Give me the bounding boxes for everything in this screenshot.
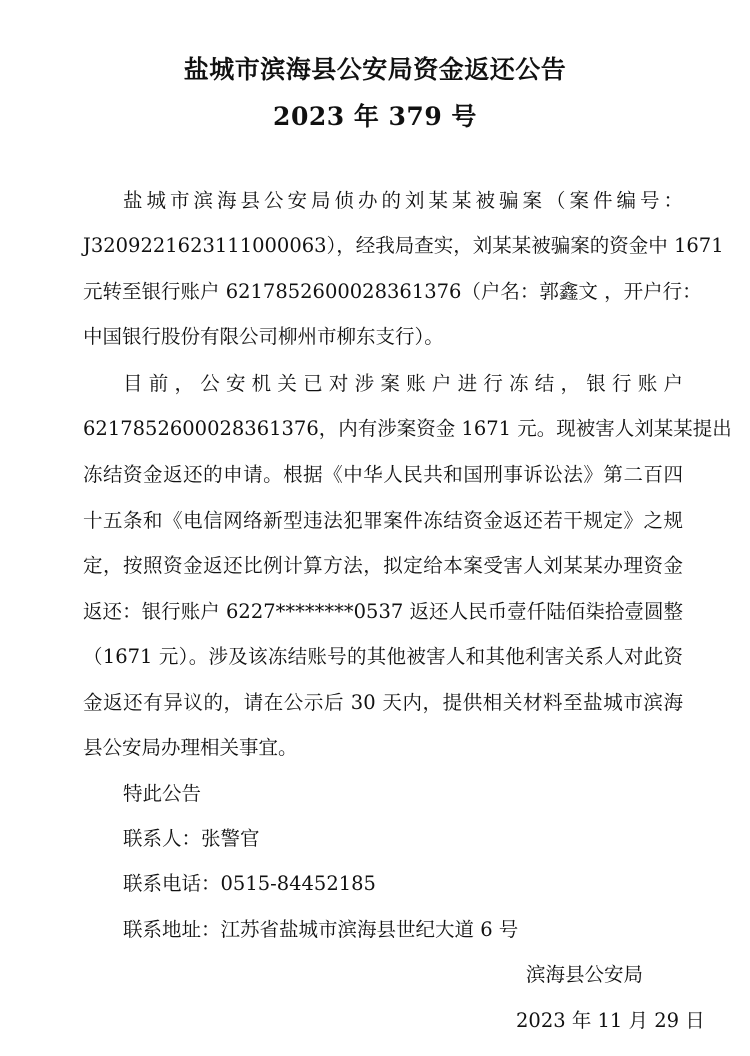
contact-address: 联系地址：江苏省盐城市滨海县世纪大道 6 号 (123, 918, 519, 941)
body-line: （1671 元）。涉及该冻结账号的其他被害人和其他利害关系人对此资 (83, 645, 683, 668)
body-line: 元转至银行账户 6217852600028361376（户名：郭鑫文 ，开户行： (83, 280, 702, 303)
contact-person: 联系人：张警官 (123, 827, 260, 850)
body-line: 中国银行股份有限公司柳州市柳东支行）。 (83, 325, 444, 348)
body-line: 冻结资金返还的申请。根据《中华人民共和国刑事诉讼法》第二百四 (83, 463, 683, 486)
contact-phone: 联系电话：0515-84452185 (123, 872, 376, 895)
issue-date: 2023 年 11 月 29 日 (516, 1009, 705, 1032)
issuing-organization: 滨海县公安局 (526, 963, 644, 986)
notice-number: 2023 年 379 号 (273, 102, 477, 131)
notice-title: 盐城市滨海县公安局资金返还公告 (183, 55, 567, 84)
body-line: 返还：银行账户 6227********0537 返还人民币壹仟陆佰柒拾壹圆整 (83, 600, 683, 623)
body-line: 十五条和《电信网络新型违法犯罪案件冻结资金返还若干规定》之规 (83, 509, 683, 532)
body-line: 金返还有异议的，请在公示后 30 天内，提供相关材料至盐城市滨海 (83, 691, 683, 714)
body-line: 目前，公安机关已对涉案账户进行冻结，银行账户 (123, 372, 683, 395)
body-line: 定，按照资金返还比例计算方法，拟定给本案受害人刘某某办理资金 (83, 554, 683, 577)
body-line: J3209221623111000063），经我局查实，刘某某被骗案的资金中 1671 (83, 234, 724, 257)
body-line: 6217852600028361376，内有涉案资金 1671 元。现被害人刘某某提出 (83, 417, 732, 440)
body-line: 盐城市滨海县公安局侦办的刘某某被骗案（案件编号： (123, 189, 683, 212)
notice-closing: 特此公告 (123, 782, 202, 805)
body-line: 县公安局办理相关事宜。 (83, 736, 298, 759)
